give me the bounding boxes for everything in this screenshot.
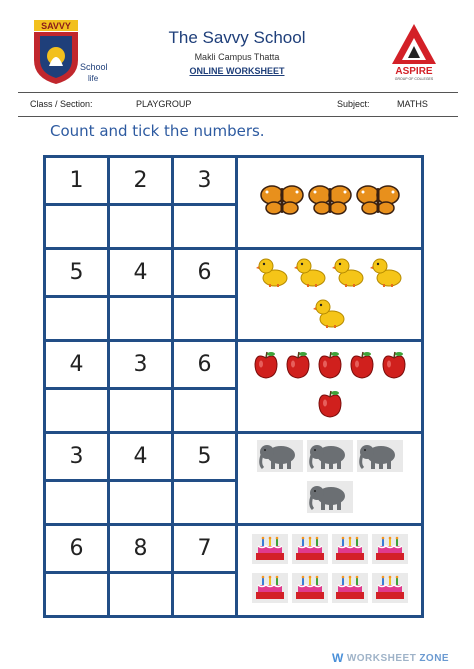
tick-box[interactable] (109, 389, 173, 433)
birthday-cake-icon (372, 573, 408, 608)
tick-box[interactable] (109, 297, 173, 341)
picture-cell (237, 341, 423, 433)
number-option[interactable]: 5 (173, 433, 237, 481)
elephant-icon (307, 440, 353, 477)
tick-box[interactable] (173, 205, 237, 249)
tick-box[interactable] (173, 297, 237, 341)
birthday-cake-icon (292, 534, 328, 569)
tick-box[interactable] (173, 573, 237, 617)
number-option[interactable]: 2 (109, 157, 173, 205)
number-option[interactable]: 6 (173, 249, 237, 297)
number-row (45, 157, 423, 205)
number-row (45, 433, 423, 481)
tick-box[interactable] (109, 481, 173, 525)
subject-value: MATHS (397, 99, 428, 109)
number-option[interactable]: 4 (109, 249, 173, 297)
tick-box[interactable] (109, 573, 173, 617)
number-row (45, 249, 423, 297)
tick-box[interactable] (45, 573, 109, 617)
birthday-cake-icon (252, 573, 288, 608)
apple-icon (348, 350, 376, 385)
number-option[interactable]: 6 (173, 341, 237, 389)
duck-icon (313, 297, 347, 334)
footer-brand-b: ZONE (419, 652, 450, 664)
counting-grid (43, 155, 424, 618)
tick-box[interactable] (45, 389, 109, 433)
birthday-cake-icon (332, 534, 368, 569)
birthday-cake-icon (252, 534, 288, 569)
butterfly-icon (356, 184, 400, 221)
number-option[interactable]: 8 (109, 525, 173, 573)
tick-box[interactable] (173, 389, 237, 433)
butterfly-icon (260, 184, 304, 221)
number-row (45, 341, 423, 389)
aspire-logo (386, 20, 442, 82)
number-option[interactable]: 1 (45, 157, 109, 205)
number-option[interactable]: 7 (173, 525, 237, 573)
picture-cell (237, 433, 423, 525)
logo-tagline-school: School (80, 62, 108, 72)
birthday-cake-icon (332, 573, 368, 608)
header-divider-bottom (18, 116, 458, 117)
picture-cell (237, 525, 423, 617)
apple-icon (284, 350, 312, 385)
tick-box[interactable] (45, 297, 109, 341)
tick-box[interactable] (45, 205, 109, 249)
picture-cell (237, 249, 423, 341)
savvy-logo-text: SAVVY (41, 21, 71, 31)
aspire-tagline: GROUP OF COLLEGES (394, 77, 434, 81)
worksheetzone-icon: W (332, 651, 344, 665)
number-option[interactable]: 6 (45, 525, 109, 573)
aspire-brand: ASPIRE (395, 66, 433, 77)
footer-brand (332, 651, 449, 665)
number-option[interactable]: 3 (45, 433, 109, 481)
duck-icon (294, 256, 328, 293)
tick-box[interactable] (173, 481, 237, 525)
number-row (45, 525, 423, 573)
duck-icon (256, 256, 290, 293)
elephant-icon (307, 481, 353, 518)
school-title: The Savvy School (168, 28, 306, 47)
apple-icon (252, 350, 280, 385)
class-label: Class / Section: (30, 99, 93, 109)
instruction-text: Count and tick the numbers. (50, 122, 265, 140)
elephant-icon (257, 440, 303, 477)
subject-label: Subject: (337, 99, 370, 109)
number-option[interactable]: 5 (45, 249, 109, 297)
worksheet-label: ONLINE WORKSHEET (189, 66, 285, 76)
birthday-cake-icon (372, 534, 408, 569)
picture-cell (237, 157, 423, 249)
number-option[interactable]: 3 (173, 157, 237, 205)
apple-icon (380, 350, 408, 385)
elephant-icon (357, 440, 403, 477)
number-option[interactable]: 3 (109, 341, 173, 389)
birthday-cake-icon (292, 573, 328, 608)
apple-icon (316, 389, 344, 424)
number-option[interactable]: 4 (45, 341, 109, 389)
number-option[interactable]: 4 (109, 433, 173, 481)
duck-icon (370, 256, 404, 293)
butterfly-icon (308, 184, 352, 221)
campus-name: Makli Campus Thatta (194, 52, 280, 62)
header-divider-top (18, 92, 458, 93)
apple-icon (316, 350, 344, 385)
duck-icon (332, 256, 366, 293)
footer-brand-a: WORKSHEET (346, 652, 417, 664)
class-value: PLAYGROUP (136, 99, 192, 109)
tick-box[interactable] (45, 481, 109, 525)
logo-tagline-life: life (88, 74, 99, 83)
tick-box[interactable] (109, 205, 173, 249)
